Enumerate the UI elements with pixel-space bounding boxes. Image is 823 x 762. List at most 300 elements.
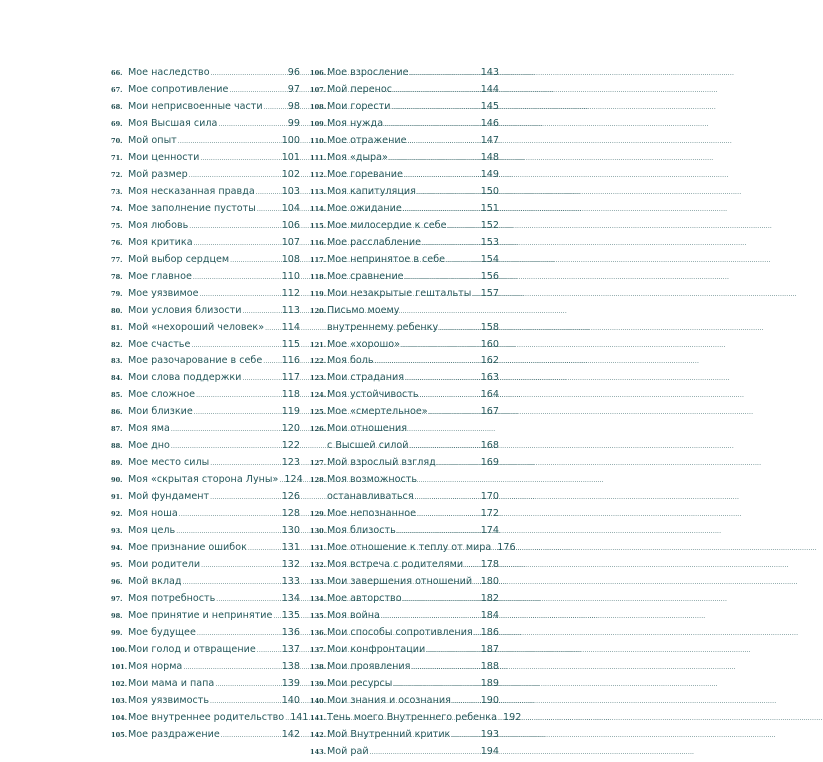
toc-entry-title: Мой взрослый взгляд (327, 457, 436, 469)
toc-entry-page: 96 (287, 67, 300, 78)
toc-entry-page: 154 (480, 253, 499, 265)
toc-entry-title: Моя капитуляция (327, 185, 416, 197)
toc-entry-title: Мой опыт (128, 134, 177, 146)
toc-entry-number: 90. (111, 476, 123, 485)
toc-entry-title: Мои условия близости (128, 304, 242, 316)
toc-entry-number: 93. (111, 527, 123, 536)
toc-entry-page: 132 (281, 559, 300, 571)
toc-entry (111, 540, 300, 557)
toc-entry-page: 162 (480, 355, 499, 367)
toc-entry-page: 140 (281, 694, 300, 706)
toc-entry (310, 150, 499, 167)
toc-entry-title: Моя цель (128, 525, 176, 537)
toc-dot-leader (452, 694, 480, 711)
toc-entry (111, 472, 303, 489)
toc-entry-page: 120 (281, 423, 300, 435)
toc-entry-page: 178 (480, 559, 499, 571)
toc-entry (310, 337, 499, 354)
toc-entry-number: 77. (111, 255, 123, 264)
toc-entry-title: Мое внутреннее родительство (128, 711, 285, 723)
toc-entry (111, 353, 300, 370)
toc-entry-page: 97 (287, 83, 300, 95)
toc-entry-number: 117. (310, 255, 327, 264)
toc-entry-page: 113 (281, 304, 300, 316)
toc-entry-title: Мое раздражение (128, 728, 220, 740)
toc-entry-title: Мои незакрытые гештальты (327, 287, 472, 299)
toc-dot-leader (171, 439, 281, 456)
toc-entry-title: Моя встреча с родителями (327, 559, 464, 571)
toc-entry-title: Мое разочарование в себе (128, 355, 263, 367)
toc-entry-page: 139 (281, 677, 300, 689)
toc-entry-number: 118. (310, 272, 327, 281)
toc-entry-title: Мое взросление (327, 67, 409, 78)
toc-entry (111, 676, 300, 693)
toc-entry-number: 67. (111, 85, 123, 94)
toc-entry (111, 659, 300, 676)
toc-entry-number: 139. (310, 679, 327, 688)
toc-entry-number: 113. (310, 187, 327, 196)
toc-entry-page: 188 (480, 660, 499, 672)
toc-entry-page: 108 (281, 253, 300, 265)
toc-entry-page: 145 (480, 100, 499, 112)
toc-entry-number: 86. (111, 408, 123, 417)
toc-entry (310, 252, 499, 269)
toc-entry-page: 172 (480, 508, 499, 520)
toc-dot-leader (375, 354, 480, 371)
toc-entry-page: 176 (497, 542, 516, 554)
toc-entry (310, 523, 499, 540)
toc-entry (310, 370, 499, 387)
toc-entry-page: 134 (281, 593, 300, 605)
toc-entry-number: 83. (111, 357, 123, 366)
toc-entry-number: 114. (310, 204, 327, 213)
toc-entry (310, 608, 499, 625)
toc-entry-number: 111. (310, 153, 327, 162)
toc-entry-page: 131 (281, 542, 300, 554)
toc-entry-page: 158 (480, 321, 499, 333)
toc-dot-leader (189, 219, 280, 236)
toc-dot-leader (265, 321, 281, 338)
toc-entry-title: Мое непознанное (327, 508, 416, 520)
toc-entry-number: 92. (111, 510, 123, 519)
toc-entry-number: 120. (310, 306, 327, 315)
toc-entry-page: 186 (480, 626, 499, 638)
toc-entry-title: Мое сравнение (327, 270, 404, 282)
toc-entry-page: 169 (480, 457, 499, 469)
toc-dot-leader (176, 524, 281, 541)
toc-entry-title: Моя устойчивость (327, 389, 419, 401)
toc-dot-leader (200, 287, 281, 304)
toc-dot-leader (426, 643, 479, 660)
toc-entry-page: 194 (480, 745, 499, 757)
toc-dot-leader (263, 354, 280, 371)
toc-entry-title: Мои ценности (128, 151, 200, 163)
toc-entry-page: 126 (281, 491, 300, 503)
toc-entry-title: Мои голод и отвращение (128, 643, 256, 655)
toc-entry (111, 150, 300, 167)
toc-dot-leader (210, 456, 280, 473)
toc-entry-title: Мой рай (327, 745, 369, 757)
toc-dot-leader (370, 745, 480, 762)
toc-dot-leader (215, 677, 280, 694)
toc-entry (310, 727, 499, 744)
toc-entry-title: Мои ресурсы (327, 677, 393, 689)
toc-entry (310, 421, 499, 438)
toc-entry (310, 286, 499, 303)
toc-entry-number: 103. (111, 696, 128, 705)
toc-dot-leader (194, 236, 281, 253)
toc-entry-number: 133. (310, 578, 327, 587)
toc-dot-leader (404, 168, 480, 185)
toc-entry-number: 126. (310, 425, 327, 434)
toc-dot-leader (403, 592, 480, 609)
toc-dot-leader (422, 236, 480, 253)
toc-entry-number: 143. (310, 747, 327, 756)
toc-entry-number: 72. (111, 170, 123, 179)
toc-entry-number: 89. (111, 459, 123, 468)
toc-entry (310, 676, 499, 693)
toc-entry-title: Мои знания и осознания (327, 694, 451, 706)
toc-entry-title: Мое сопротивление (128, 83, 229, 95)
toc-entry-number: 130. (310, 527, 327, 536)
toc-entry-page: 170 (480, 491, 499, 503)
toc-entry-page: 160 (480, 338, 499, 350)
toc-entry-title: Моя критика (128, 236, 193, 248)
toc-dot-leader (221, 728, 281, 745)
toc-entry-page: 136 (281, 626, 300, 638)
toc-entry (111, 608, 300, 625)
toc-entry-page: 138 (281, 660, 300, 672)
toc-entry (111, 574, 300, 591)
toc-entry-title: Мое счастье (128, 338, 191, 350)
toc-entry-page: 103 (281, 185, 300, 197)
toc-dot-leader (216, 592, 280, 609)
toc-entry-number: 108. (310, 102, 327, 111)
toc-entry-number: 105. (111, 730, 128, 739)
toc-entry (111, 184, 300, 201)
toc-entry (111, 65, 300, 82)
toc-entry (310, 201, 499, 218)
toc-entry-page: 156 (480, 270, 499, 282)
toc-entry-page: 184 (480, 610, 499, 621)
toc-dot-leader (197, 626, 281, 643)
toc-dot-leader (257, 643, 281, 660)
toc-dot-leader (191, 338, 280, 355)
toc-entry-title: Мой фундамент (128, 491, 210, 503)
toc-entry-number: 140. (310, 696, 327, 705)
toc-entry (310, 744, 499, 761)
toc-entry-page: 110 (281, 270, 300, 282)
toc-entry-number: 80. (111, 306, 123, 315)
toc-entry (111, 167, 300, 184)
toc-entry-page: 142 (281, 728, 300, 740)
toc-entry-title: Мои родители (128, 559, 201, 571)
toc-entry-title: Мои мама и папа (128, 677, 215, 689)
toc-entry-page: 151 (480, 202, 499, 214)
toc-entry-title: Моя нужда (327, 117, 384, 129)
toc-dot-leader (393, 677, 479, 694)
toc-entry-number: 131. (310, 544, 327, 553)
toc-entry-title: Мой «нехороший человек» (128, 321, 265, 333)
toc-entry (310, 404, 499, 421)
toc-entry-number: 116. (310, 238, 327, 247)
toc-dot-leader (257, 202, 281, 219)
toc-entry-page: 114 (281, 321, 300, 333)
toc-entry-number: 96. (111, 578, 123, 587)
toc-dot-leader (420, 388, 480, 405)
toc-entry (111, 642, 300, 659)
toc-entry (111, 133, 300, 150)
toc-entry (310, 591, 499, 608)
toc-dot-leader (405, 371, 480, 388)
toc-entry-title: Моя боль (327, 355, 374, 367)
toc-entry (111, 625, 300, 642)
toc-dot-leader (381, 609, 480, 626)
toc-entry (310, 625, 499, 642)
toc-entry-page: 135 (281, 610, 300, 621)
toc-entry-number: 134. (310, 595, 327, 604)
toc-entry-number: 107. (310, 85, 327, 94)
toc-entry-title: Мой вклад (128, 576, 182, 588)
toc-entry-page: 189 (480, 677, 499, 689)
toc-entry (310, 693, 499, 710)
toc-entry-number: 85. (111, 391, 123, 400)
toc-entry (111, 303, 300, 320)
toc-entry-number: 76. (111, 238, 123, 247)
toc-entry (111, 489, 300, 506)
toc-entry-page: 100 (281, 134, 300, 146)
toc-entry (310, 235, 499, 252)
toc-entry-number: 99. (111, 628, 123, 637)
toc-entry-number: 102. (111, 679, 128, 688)
toc-entry-page: 174 (480, 525, 499, 537)
toc-entry-title: Моя норма (128, 660, 183, 672)
toc-dot-leader (264, 100, 287, 117)
toc-entry-title: Моя потребность (128, 593, 216, 605)
toc-entry-number: 132. (310, 561, 327, 570)
toc-entry-page: 192 (503, 711, 522, 723)
toc-dot-leader (256, 185, 281, 202)
toc-entry-page: 102 (281, 168, 300, 180)
toc-entry-number: 137. (310, 645, 327, 654)
toc-entry-page: 106 (281, 219, 300, 231)
toc-entry (310, 99, 499, 116)
toc-entry-title: Мое авторство (327, 593, 402, 605)
toc-entry-number: 66. (111, 69, 123, 77)
toc-entry-number: 109. (310, 119, 327, 128)
toc-dot-leader (194, 405, 281, 422)
toc-entry-title: Мое непринятое в себе (327, 253, 446, 265)
toc-entry-title: Моя «скрытая сторона Луны» (128, 474, 279, 486)
toc-entry-page: 123 (281, 457, 300, 469)
toc-entry-title: Мое будущее (128, 626, 196, 638)
toc-entry-title: Моя любовь (128, 219, 189, 231)
toc-entry-page: 118 (281, 389, 300, 401)
toc-entry (111, 99, 300, 116)
toc-entry (310, 574, 499, 591)
toc-dot-leader (464, 558, 480, 575)
toc-entry (310, 184, 499, 201)
toc-dot-leader (407, 134, 479, 151)
toc-dot-leader (401, 338, 480, 355)
toc-entry-number: 138. (310, 662, 327, 671)
toc-entry-page: 148 (480, 151, 499, 163)
toc-entry-number: 71. (111, 153, 123, 162)
toc-dot-leader (179, 507, 281, 524)
toc-entry (111, 82, 300, 99)
toc-entry (310, 557, 499, 574)
toc-entry (111, 286, 300, 303)
toc-entry (111, 710, 309, 727)
toc-entry-page: 152 (480, 219, 499, 231)
toc-entry-title: Мои завершения отношений (327, 576, 473, 588)
toc-entry-number: 115. (310, 221, 327, 230)
toc-entry-title: Мое дно (128, 440, 170, 452)
toc-entry (310, 642, 499, 659)
toc-entry-title: Моя яма (128, 423, 170, 435)
toc-entry-page: 149 (480, 168, 499, 180)
toc-dot-leader (196, 388, 281, 405)
toc-entry-number: 91. (111, 493, 123, 502)
toc-entry-title: Мое уязвимое (128, 287, 199, 299)
toc-entry (111, 269, 300, 286)
toc-dot-leader (178, 134, 281, 151)
toc-entry (310, 320, 499, 337)
toc-entry-title: Моя возможность (327, 474, 418, 486)
toc-entry-number: 75. (111, 221, 123, 230)
toc-entry-number: 100. (111, 645, 128, 654)
toc-entry-title: Мой Внутренний критик (327, 728, 451, 740)
toc-entry-page: 107 (281, 236, 300, 248)
toc-entry-title: Письмо моему (327, 304, 400, 316)
toc-entry-number: 81. (111, 323, 123, 332)
toc-entry-title: Мое «смертельное» (327, 406, 428, 418)
toc-entry-title: Мои слова поддержки (128, 372, 242, 384)
toc-entry (310, 65, 499, 82)
toc-entry (310, 455, 499, 472)
toc-entry (111, 370, 300, 387)
toc-dot-leader (429, 405, 480, 422)
toc-dot-leader (417, 185, 480, 202)
toc-dot-leader (409, 439, 479, 456)
toc-entry-number: 95. (111, 561, 123, 570)
toc-entry-page: 98 (287, 100, 300, 112)
toc-entry-number: 121. (310, 340, 327, 349)
toc-entry-title: Мои проявления (327, 660, 411, 672)
toc-entry-number: 68. (111, 102, 123, 111)
toc-entry-page: 157 (480, 287, 499, 299)
toc-entry-title: Мои способы сопротивления (327, 626, 473, 638)
toc-entry (111, 218, 300, 235)
toc-entry-title: Мой выбор сердцем (128, 253, 230, 265)
toc-entry-title: Мое место силы (128, 457, 210, 469)
toc-entry-number: 124. (310, 391, 327, 400)
toc-entry (310, 116, 499, 133)
toc-entry-title: Мое милосердие к себе (327, 219, 447, 231)
toc-entry-page: 153 (480, 236, 499, 248)
toc-entry-title: Моя война (327, 610, 380, 621)
toc-entry-title: Мое главное (128, 270, 192, 282)
toc-dot-leader (210, 694, 281, 711)
toc-entry-number: 104. (111, 713, 128, 722)
toc-entry-number: 106. (310, 69, 327, 77)
toc-entry-title: Мое расслабление (327, 236, 421, 248)
toc-entry-title: Мой размер (128, 168, 188, 180)
toc-dot-leader (472, 287, 479, 304)
toc-entry (111, 201, 300, 218)
toc-entry-title: Мои конфронтации (327, 643, 426, 655)
toc-entry-page: 130 (281, 525, 300, 537)
toc-entry (310, 659, 499, 676)
toc-entry (111, 337, 300, 354)
toc-entry-title: Мое принятие и непринятие (128, 610, 273, 621)
toc-dot-leader (193, 270, 281, 287)
toc-entry (111, 116, 300, 133)
toc-entry-number: 119. (310, 289, 327, 298)
toc-entry-number: 112. (310, 170, 327, 179)
toc-entry-number: 142. (310, 730, 327, 739)
toc-entry (310, 167, 499, 184)
toc-entry-number: 84. (111, 374, 123, 383)
toc-entry-page: 128 (281, 508, 300, 520)
toc-dot-leader (417, 507, 480, 524)
toc-entry (310, 540, 516, 557)
toc-entry (310, 489, 499, 506)
toc-dot-leader (393, 83, 480, 100)
toc-dot-leader (391, 100, 479, 117)
toc-entry-number: 78. (111, 272, 123, 281)
toc-entry-number: 141. (310, 713, 327, 722)
toc-entry-number: 82. (111, 340, 123, 349)
toc-entry-page: 122 (281, 440, 300, 452)
toc-dot-leader (279, 473, 283, 490)
toc-entry-number: 98. (111, 612, 123, 620)
toc-entry-page: 146 (480, 117, 499, 129)
toc-entry (111, 506, 300, 523)
toc-column-left (111, 65, 309, 744)
toc-entry (111, 557, 300, 574)
toc-entry (310, 387, 499, 404)
toc-entry-title: Моя «дыра» (327, 151, 388, 163)
toc-entry-title: Мое признание ошибок (128, 542, 247, 554)
toc-entry-number: 101. (111, 662, 128, 671)
toc-dot-leader (248, 541, 281, 558)
toc-entry-page: 187 (480, 643, 499, 655)
toc-entry (111, 455, 300, 472)
toc-entry-page: 168 (480, 440, 499, 452)
toc-entry (111, 438, 300, 455)
toc-dot-leader (384, 117, 480, 134)
toc-dot-leader (474, 626, 480, 643)
toc-entry (310, 506, 499, 523)
toc-entry (310, 269, 499, 286)
toc-column-right (310, 65, 522, 761)
toc-dot-leader (410, 66, 480, 83)
toc-dot-leader (285, 711, 289, 728)
toc-entry (310, 218, 499, 235)
toc-entry (310, 438, 499, 455)
toc-entry-number: 79. (111, 289, 123, 298)
toc-entry-title: Мое ожидание (327, 202, 402, 214)
toc-entry-title: Мои отношения (327, 423, 407, 435)
toc-entry-number: 129. (310, 510, 327, 519)
toc-entry-number: 123. (310, 374, 327, 383)
toc-entry-page: 124 (284, 474, 303, 486)
toc-entry (310, 133, 499, 150)
toc-entry-number: 128. (310, 476, 327, 485)
toc-entry-page: 163 (480, 372, 499, 384)
toc-entry-title: Мои горести (327, 100, 391, 112)
